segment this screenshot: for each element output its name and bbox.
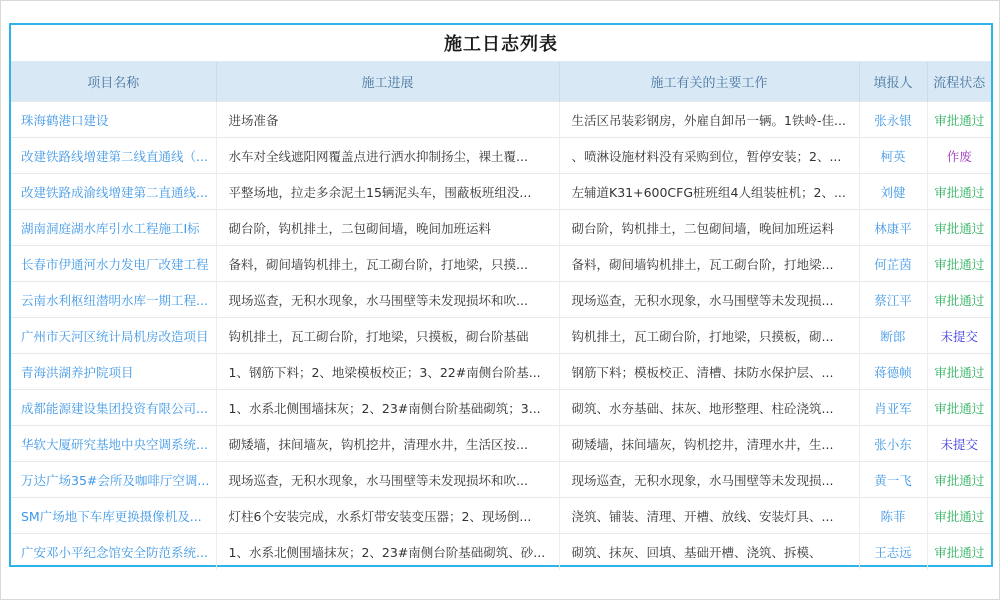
progress-text: 1、钢筋下料；2、地梁模板校正；3、22#南侧台阶基... xyxy=(228,364,541,380)
main-work-cell xyxy=(559,462,859,498)
status-badge: 审批通过 xyxy=(934,472,985,488)
main-work-text: 现场巡查，无积水现象，水马围壁等未发现损... xyxy=(571,292,834,308)
status-badge: 审批通过 xyxy=(934,400,985,416)
project-name-cell xyxy=(11,138,216,174)
project-name-cell xyxy=(11,282,216,318)
project-name-link[interactable]: 华软大厦研究基地中央空调系统... xyxy=(21,436,208,452)
project-name-cell xyxy=(11,462,216,498)
progress-text: 1、水系北侧围墙抹灰；2、23#南侧台阶基础砌筑；3... xyxy=(228,400,541,416)
reporter-cell xyxy=(859,354,927,390)
status-cell xyxy=(927,102,991,138)
progress-text: 砌矮墙，抹间墙灰，钩机挖井，清理水井，生活区按... xyxy=(228,436,528,452)
table-row xyxy=(11,534,991,570)
table-row xyxy=(11,462,991,498)
main-work-text: 生活区吊装彩钢房，外雇自卸吊一辆。1铁岭-佳... xyxy=(571,112,846,128)
reporter-link[interactable]: 蔡江平 xyxy=(874,292,912,308)
reporter-cell xyxy=(859,318,927,354)
project-name-link[interactable]: 改建铁路成渝线增建第二直通线... xyxy=(21,184,208,200)
main-work-text: 砌筑、抹灰、回填、基础开槽、浇筑、拆模、 xyxy=(571,544,822,560)
reporter-cell xyxy=(859,462,927,498)
progress-cell xyxy=(216,138,559,174)
project-name-cell xyxy=(11,354,216,390)
progress-text: 平整场地，拉走多余泥土15辆泥头车，围蔽板班组没... xyxy=(228,184,532,200)
project-name-link[interactable]: 长春市伊通河水力发电厂改建工程 xyxy=(21,256,209,272)
project-name-link[interactable]: SM广场地下车库更换摄像机及... xyxy=(21,508,202,524)
status-cell xyxy=(927,426,991,462)
status-cell xyxy=(927,246,991,282)
header-status: 流程状态 xyxy=(927,62,991,102)
project-name-cell xyxy=(11,498,216,534)
progress-cell xyxy=(216,318,559,354)
reporter-cell xyxy=(859,210,927,246)
main-work-cell xyxy=(559,426,859,462)
status-badge: 审批通过 xyxy=(934,544,985,560)
main-work-cell xyxy=(559,390,859,426)
status-cell xyxy=(927,462,991,498)
status-badge: 未提交 xyxy=(940,328,978,344)
table-body xyxy=(11,102,991,570)
main-work-cell xyxy=(559,354,859,390)
reporter-cell xyxy=(859,498,927,534)
table-row xyxy=(11,102,991,138)
progress-text: 砌台阶，钩机排土，二包砌间墙，晚间加班运料 xyxy=(228,220,492,236)
status-badge: 未提交 xyxy=(940,436,978,452)
main-work-cell xyxy=(559,498,859,534)
table-row xyxy=(11,282,991,318)
reporter-cell xyxy=(859,534,927,570)
header-project-name: 项目名称 xyxy=(11,62,216,102)
status-cell xyxy=(927,210,991,246)
project-name-link[interactable]: 珠海鹤港口建设 xyxy=(21,112,109,128)
project-name-link[interactable]: 广州市天河区统计局机房改造项目 xyxy=(21,328,209,344)
project-name-link[interactable]: 广安邓小平纪念馆安全防范系统... xyxy=(21,544,208,560)
reporter-link[interactable]: 断郎 xyxy=(880,328,906,344)
reporter-link[interactable]: 陈菲 xyxy=(880,508,906,524)
reporter-link[interactable]: 林康平 xyxy=(874,220,912,236)
project-name-link[interactable]: 云南水利枢纽潜明水库一期工程... xyxy=(21,292,208,308)
project-name-cell xyxy=(11,534,216,570)
project-name-cell xyxy=(11,210,216,246)
progress-text: 备料，砌间墙钩机排土，瓦工砌台阶，打地梁，只摸... xyxy=(228,256,528,272)
table-row xyxy=(11,318,991,354)
table-row xyxy=(11,174,991,210)
project-name-link[interactable]: 湖南洞庭湖水库引水工程施工I标 xyxy=(21,220,200,236)
status-badge: 审批通过 xyxy=(934,508,985,524)
progress-text: 灯柱6个安装完成，水系灯带安装变压器；2、现场倒... xyxy=(228,508,532,524)
progress-text: 现场巡查，无积水现象，水马围壁等未发现损坏和吹... xyxy=(228,472,528,488)
progress-cell xyxy=(216,282,559,318)
reporter-cell xyxy=(859,174,927,210)
main-work-text: 左辅道K31+600CFG桩班组4人组装桩机；2、... xyxy=(571,184,846,200)
table-row xyxy=(11,210,991,246)
status-cell xyxy=(927,174,991,210)
reporter-cell xyxy=(859,102,927,138)
reporter-link[interactable]: 张永银 xyxy=(874,112,912,128)
reporter-link[interactable]: 肖亚军 xyxy=(874,400,912,416)
reporter-cell xyxy=(859,390,927,426)
progress-cell xyxy=(216,498,559,534)
page-title: 施工日志列表 xyxy=(444,34,558,55)
table-row xyxy=(11,138,991,174)
status-badge: 审批通过 xyxy=(934,112,985,128)
main-work-text: 备料，砌间墙钩机排土，瓦工砌台阶，打地梁... xyxy=(571,256,834,272)
status-badge: 审批通过 xyxy=(934,220,985,236)
table-row xyxy=(11,354,991,390)
main-work-cell xyxy=(559,282,859,318)
progress-text: 水车对全线遮阳网覆盖点进行洒水抑制扬尘，裸土覆... xyxy=(228,148,528,164)
status-badge: 审批通过 xyxy=(934,256,985,272)
project-name-link[interactable]: 改建铁路线增建第二线直通线（... xyxy=(21,148,208,164)
reporter-link[interactable]: 柯英 xyxy=(880,148,906,164)
main-work-text: 砌筑、水夯基础、抹灰、地形整理、柱砼浇筑... xyxy=(571,400,834,416)
table-row xyxy=(11,246,991,282)
progress-cell xyxy=(216,174,559,210)
table-row xyxy=(11,390,991,426)
reporter-link[interactable]: 张小东 xyxy=(874,436,912,452)
status-badge: 审批通过 xyxy=(934,364,985,380)
main-work-cell xyxy=(559,534,859,570)
progress-text: 1、水系北侧围墙抹灰；2、23#南侧台阶基础砌筑、砂... xyxy=(228,544,546,560)
reporter-cell xyxy=(859,246,927,282)
table-row xyxy=(11,498,991,534)
header-main-work: 施工有关的主要工作 xyxy=(559,62,859,102)
main-work-text: 钩机排土，瓦工砌台阶，打地梁，只摸板，砌... xyxy=(571,328,834,344)
progress-cell xyxy=(216,246,559,282)
main-work-text: 钢筋下料；模板校正、清槽、抹防水保护层、... xyxy=(571,364,834,380)
construction-log-table xyxy=(11,61,991,570)
main-work-cell xyxy=(559,102,859,138)
table-row xyxy=(11,426,991,462)
main-work-cell xyxy=(559,246,859,282)
project-name-cell xyxy=(11,390,216,426)
progress-text: 进场准备 xyxy=(228,112,279,128)
progress-cell xyxy=(216,426,559,462)
status-badge: 作废 xyxy=(946,148,972,164)
main-work-text: 浇筑、铺装、清理、开槽、放线、安装灯具、... xyxy=(571,508,834,524)
main-work-text: 砌台阶，钩机排土，二包砌间墙，晚间加班运料 xyxy=(571,220,835,236)
construction-log-panel xyxy=(9,23,993,567)
status-cell xyxy=(927,390,991,426)
project-name-cell xyxy=(11,318,216,354)
project-name-link[interactable]: 万达广场35#会所及咖啡厅空调... xyxy=(21,472,210,488)
project-name-cell xyxy=(11,426,216,462)
progress-cell xyxy=(216,462,559,498)
title-bar xyxy=(11,25,991,61)
status-cell xyxy=(927,534,991,570)
status-cell xyxy=(927,354,991,390)
reporter-link[interactable]: 蒋德帧 xyxy=(874,364,912,380)
progress-cell xyxy=(216,354,559,390)
progress-cell xyxy=(216,534,559,570)
main-work-text: 现场巡查，无积水现象，水马围壁等未发现损... xyxy=(571,472,834,488)
main-work-cell xyxy=(559,138,859,174)
project-name-cell xyxy=(11,174,216,210)
progress-cell xyxy=(216,102,559,138)
status-cell xyxy=(927,318,991,354)
main-work-cell xyxy=(559,318,859,354)
progress-cell xyxy=(216,210,559,246)
reporter-cell xyxy=(859,282,927,318)
reporter-link[interactable]: 王志远 xyxy=(874,544,912,560)
status-badge: 审批通过 xyxy=(934,292,985,308)
reporter-link[interactable]: 何芷茵 xyxy=(874,256,912,272)
main-work-text: 、喷淋设施材料没有采购到位，暂停安装；2、... xyxy=(571,148,842,164)
reporter-cell xyxy=(859,138,927,174)
project-name-link[interactable]: 青海洪湖养护院项目 xyxy=(21,364,134,380)
progress-text: 现场巡查，无积水现象，水马围壁等未发现损坏和吹... xyxy=(228,292,528,308)
status-badge: 审批通过 xyxy=(934,184,985,200)
main-work-text: 砌矮墙，抹间墙灰，钩机挖井，清理水井，生... xyxy=(571,436,834,452)
project-name-cell xyxy=(11,246,216,282)
status-cell xyxy=(927,498,991,534)
header-reporter: 填报人 xyxy=(859,62,927,102)
status-cell xyxy=(927,282,991,318)
header-progress: 施工进展 xyxy=(216,62,559,102)
progress-cell xyxy=(216,390,559,426)
main-work-cell xyxy=(559,210,859,246)
progress-text: 钩机排土，瓦工砌台阶，打地梁，只摸板，砌台阶基础 xyxy=(228,328,529,344)
project-name-link[interactable]: 成都能源建设集团投资有限公司... xyxy=(21,400,208,416)
reporter-link[interactable]: 刘健 xyxy=(880,184,906,200)
status-cell xyxy=(927,138,991,174)
main-work-cell xyxy=(559,174,859,210)
reporter-link[interactable]: 黄一飞 xyxy=(874,472,912,488)
table-header xyxy=(11,62,991,102)
project-name-cell xyxy=(11,102,216,138)
reporter-cell xyxy=(859,426,927,462)
